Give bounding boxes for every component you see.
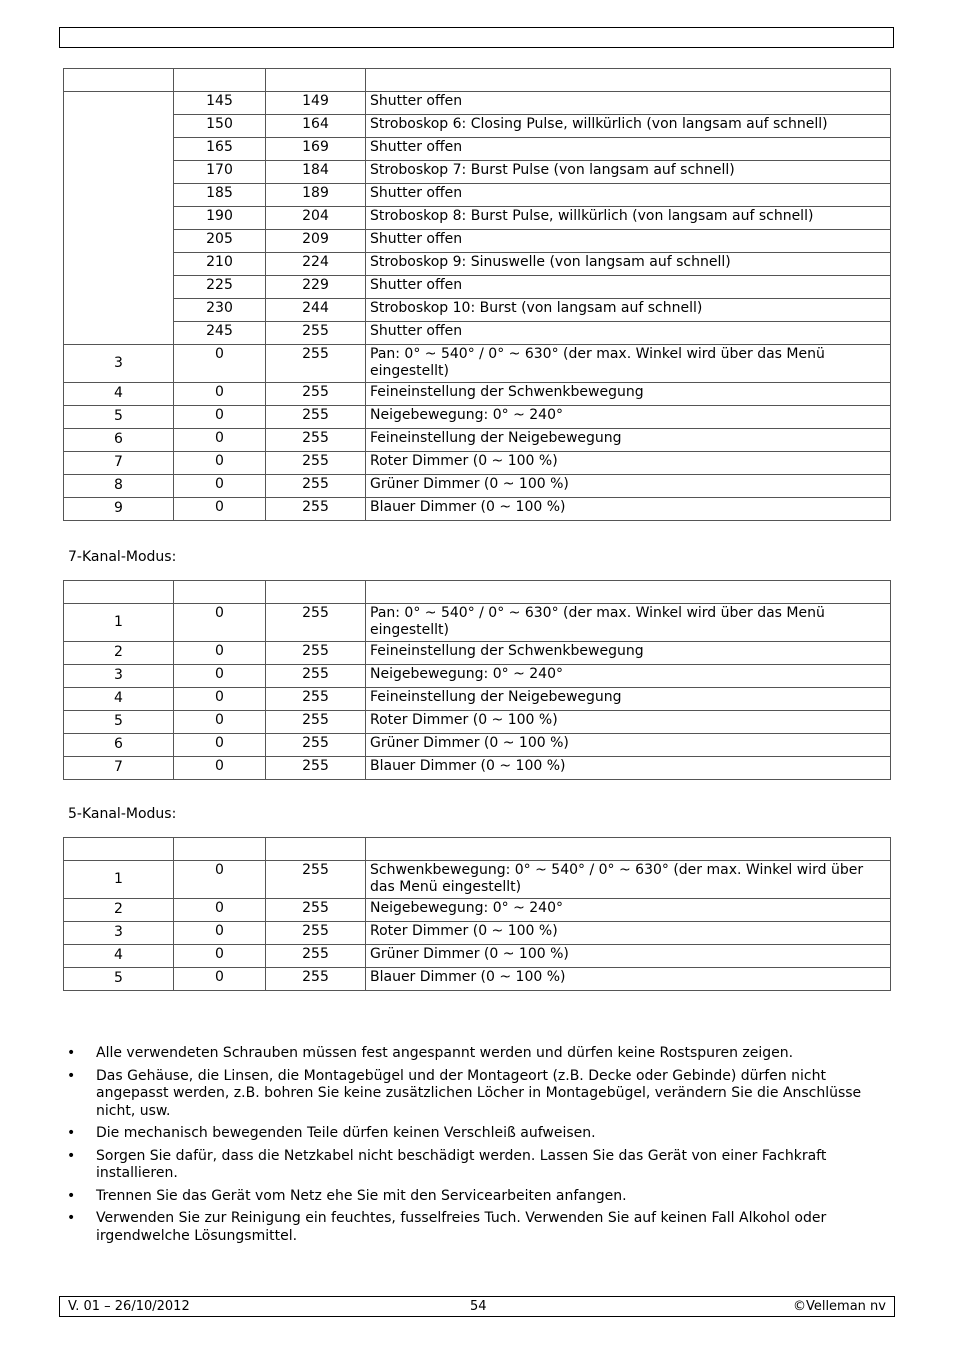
function-cell: Roter Dimmer (0 ~ 100 %) (366, 922, 891, 945)
table-row (64, 230, 891, 253)
table-row (64, 861, 891, 899)
header-cell (174, 838, 266, 861)
to-value-cell: 204 (266, 207, 366, 230)
channel-cell: 9 (64, 498, 174, 521)
function-cell: Neigebewegung: 0° ~ 240° (366, 665, 891, 688)
to-value-cell: 255 (266, 922, 366, 945)
from-value-cell: 0 (174, 922, 266, 945)
from-value-cell: 0 (174, 861, 266, 899)
dmx-table-5ch (63, 837, 891, 991)
function-cell: Blauer Dimmer (0 ~ 100 %) (366, 757, 891, 780)
bullet-icon: • (67, 1067, 76, 1084)
header-cell (366, 838, 891, 861)
table-row (64, 115, 891, 138)
function-cell: Grüner Dimmer (0 ~ 100 %) (366, 475, 891, 498)
channel-cell: 4 (64, 383, 174, 406)
from-value-cell: 0 (174, 475, 266, 498)
list-item (63, 1148, 863, 1183)
to-value-cell: 255 (266, 429, 366, 452)
from-value-cell: 0 (174, 688, 266, 711)
table-row (64, 665, 891, 688)
from-value-cell: 210 (174, 253, 266, 276)
list-item-text: Trennen Sie das Gerät vom Netz ehe Sie mit den Servicearbeiten anfangen. (96, 1187, 627, 1204)
list-item (63, 1210, 863, 1245)
to-value-cell: 255 (266, 968, 366, 991)
channel-cell: 7 (64, 452, 174, 475)
function-cell: Stroboskop 6: Closing Pulse, willkürlich (von langsam auf schnell) (366, 115, 891, 138)
from-value-cell: 0 (174, 899, 266, 922)
channel-cell: 8 (64, 475, 174, 498)
from-value-cell: 0 (174, 734, 266, 757)
channel-cell: 2 (64, 899, 174, 922)
to-value-cell: 189 (266, 184, 366, 207)
table-row (64, 452, 891, 475)
from-value-cell: 150 (174, 115, 266, 138)
table-row (64, 899, 891, 922)
to-value-cell: 244 (266, 299, 366, 322)
to-value-cell: 209 (266, 230, 366, 253)
function-cell: Roter Dimmer (0 ~ 100 %) (366, 452, 891, 475)
from-value-cell: 145 (174, 92, 266, 115)
function-cell: Schwenkbewegung: 0° ~ 540° / 0° ~ 630° (der max. Winkel wird über das Menü eingestellt) (366, 861, 891, 899)
function-cell: Shutter offen (366, 276, 891, 299)
list-item (63, 1068, 863, 1121)
function-cell: Feineinstellung der Neigebewegung (366, 688, 891, 711)
bullet-icon: • (67, 1210, 76, 1226)
header-box (59, 27, 894, 48)
channel-cell: 6 (64, 429, 174, 452)
list-item-text: Sorgen Sie dafür, dass die Netzkabel nicht beschädigt werden. Lassen Sie das Gerät von einer Fachkraft installieren. (96, 1147, 827, 1181)
channel-cell: 7 (64, 757, 174, 780)
from-value-cell: 165 (174, 138, 266, 161)
function-cell: Feineinstellung der Neigebewegung (366, 429, 891, 452)
from-value-cell: 0 (174, 711, 266, 734)
to-value-cell: 255 (266, 383, 366, 406)
header-cell (266, 69, 366, 92)
table-row (64, 138, 891, 161)
function-cell: Neigebewegung: 0° ~ 240° (366, 406, 891, 429)
channel-cell: 6 (64, 734, 174, 757)
to-value-cell: 255 (266, 345, 366, 383)
function-cell: Neigebewegung: 0° ~ 240° (366, 899, 891, 922)
function-cell: Shutter offen (366, 322, 891, 345)
list-item (63, 1125, 863, 1143)
function-cell: Stroboskop 10: Burst (von langsam auf schnell) (366, 299, 891, 322)
from-value-cell: 0 (174, 945, 266, 968)
table-row (64, 207, 891, 230)
table-row (64, 757, 891, 780)
from-value-cell: 185 (174, 184, 266, 207)
channel-cell: 5 (64, 968, 174, 991)
to-value-cell: 255 (266, 604, 366, 642)
from-value-cell: 0 (174, 429, 266, 452)
maintenance-list (63, 1045, 863, 1250)
list-item (63, 1188, 863, 1206)
to-value-cell: 255 (266, 475, 366, 498)
table-row (64, 276, 891, 299)
list-item-text: Alle verwendeten Schrauben müssen fest angespannt werden und dürfen keine Rostspuren zeigen. (96, 1045, 794, 1061)
channel-cell: 5 (64, 406, 174, 429)
table-row (64, 734, 891, 757)
to-value-cell: 255 (266, 861, 366, 899)
channel-cell: 3 (64, 922, 174, 945)
bullet-icon: • (67, 1147, 76, 1164)
from-value-cell: 0 (174, 345, 266, 383)
table-row (64, 642, 891, 665)
table-header-row (64, 838, 891, 861)
table-row (64, 253, 891, 276)
table-row (64, 945, 891, 968)
table-row (64, 922, 891, 945)
function-cell: Blauer Dimmer (0 ~ 100 %) (366, 498, 891, 521)
to-value-cell: 255 (266, 452, 366, 475)
function-cell: Pan: 0° ~ 540° / 0° ~ 630° (der max. Winkel wird über das Menü eingestellt) (366, 345, 891, 383)
to-value-cell: 255 (266, 665, 366, 688)
function-cell: Feineinstellung der Schwenkbewegung (366, 383, 891, 406)
channel-cell: 3 (64, 665, 174, 688)
from-value-cell: 0 (174, 452, 266, 475)
header-cell (64, 838, 174, 861)
function-cell: Shutter offen (366, 92, 891, 115)
bullet-icon: • (67, 1125, 76, 1141)
to-value-cell: 255 (266, 498, 366, 521)
header-cell (266, 838, 366, 861)
to-value-cell: 255 (266, 711, 366, 734)
to-value-cell: 255 (266, 642, 366, 665)
table-row (64, 406, 891, 429)
from-value-cell: 0 (174, 642, 266, 665)
from-value-cell: 230 (174, 299, 266, 322)
list-item (63, 1045, 863, 1063)
channel-cell: 4 (64, 945, 174, 968)
to-value-cell: 255 (266, 322, 366, 345)
from-value-cell: 190 (174, 207, 266, 230)
to-value-cell: 255 (266, 945, 366, 968)
function-cell: Pan: 0° ~ 540° / 0° ~ 630° (der max. Winkel wird über das Menü eingestellt) (366, 604, 891, 642)
bullet-icon: • (67, 1187, 76, 1204)
table-row (64, 711, 891, 734)
header-cell (174, 69, 266, 92)
list-item-text: Das Gehäuse, die Linsen, die Montagebügel und der Montageort (z.B. Decke oder Gebinde) dürfen nicht angepasst werden, z.B. bohren Sie keine zusätzlichen Löcher in Montagebügel, verändern Sie die Anschlüsse nicht, usw. (96, 1067, 862, 1119)
to-value-cell: 229 (266, 276, 366, 299)
function-cell: Shutter offen (366, 138, 891, 161)
bullet-icon: • (67, 1045, 76, 1061)
list-item-text: Die mechanisch bewegenden Teile dürfen keinen Verschleiß aufweisen. (96, 1125, 596, 1141)
table-header-row (64, 581, 891, 604)
from-value-cell: 0 (174, 968, 266, 991)
header-cell (366, 69, 891, 92)
function-cell: Shutter offen (366, 184, 891, 207)
dmx-table-9ch (63, 68, 891, 521)
to-value-cell: 164 (266, 115, 366, 138)
to-value-cell: 149 (266, 92, 366, 115)
from-value-cell: 0 (174, 665, 266, 688)
table-row (64, 604, 891, 642)
channel-cell (64, 92, 174, 345)
channel-cell: 2 (64, 642, 174, 665)
from-value-cell: 225 (174, 276, 266, 299)
table-header-row (64, 69, 891, 92)
table-row (64, 475, 891, 498)
table-row (64, 968, 891, 991)
footer-page-number: 54 (470, 1299, 487, 1314)
from-value-cell: 245 (174, 322, 266, 345)
channel-cell: 3 (64, 345, 174, 383)
function-cell: Blauer Dimmer (0 ~ 100 %) (366, 968, 891, 991)
header-cell (64, 581, 174, 604)
to-value-cell: 184 (266, 161, 366, 184)
channel-cell: 1 (64, 604, 174, 642)
header-cell (266, 581, 366, 604)
footer-version: V. 01 – 26/10/2012 (68, 1299, 190, 1314)
header-cell (174, 581, 266, 604)
function-cell: Grüner Dimmer (0 ~ 100 %) (366, 734, 891, 757)
table-row (64, 383, 891, 406)
to-value-cell: 224 (266, 253, 366, 276)
header-cell (64, 69, 174, 92)
function-cell: Stroboskop 9: Sinuswelle (von langsam auf schnell) (366, 253, 891, 276)
table-row (64, 161, 891, 184)
dmx-table-7ch (63, 580, 891, 780)
from-value-cell: 0 (174, 406, 266, 429)
to-value-cell: 255 (266, 899, 366, 922)
from-value-cell: 0 (174, 383, 266, 406)
list-item-text: Verwenden Sie zur Reinigung ein feuchtes, fusselfreies Tuch. Verwenden Sie auf keinen Fall Alkohol oder irgendwelche Lösungsmittel. (96, 1210, 827, 1244)
function-cell: Grüner Dimmer (0 ~ 100 %) (366, 945, 891, 968)
table-row (64, 92, 891, 115)
function-cell: Stroboskop 8: Burst Pulse, willkürlich (von langsam auf schnell) (366, 207, 891, 230)
function-cell: Shutter offen (366, 230, 891, 253)
table-row (64, 688, 891, 711)
from-value-cell: 170 (174, 161, 266, 184)
from-value-cell: 205 (174, 230, 266, 253)
footer-copyright: ©Velleman nv (792, 1299, 886, 1314)
from-value-cell: 0 (174, 757, 266, 780)
function-cell: Roter Dimmer (0 ~ 100 %) (366, 711, 891, 734)
channel-cell: 1 (64, 861, 174, 899)
table-row (64, 429, 891, 452)
to-value-cell: 255 (266, 406, 366, 429)
page-footer (59, 1296, 895, 1317)
table-row (64, 345, 891, 383)
from-value-cell: 0 (174, 604, 266, 642)
to-value-cell: 169 (266, 138, 366, 161)
to-value-cell: 255 (266, 734, 366, 757)
channel-cell: 4 (64, 688, 174, 711)
header-cell (366, 581, 891, 604)
to-value-cell: 255 (266, 688, 366, 711)
function-cell: Feineinstellung der Schwenkbewegung (366, 642, 891, 665)
function-cell: Stroboskop 7: Burst Pulse (von langsam auf schnell) (366, 161, 891, 184)
table-row (64, 322, 891, 345)
to-value-cell: 255 (266, 757, 366, 780)
channel-cell: 5 (64, 711, 174, 734)
table-row (64, 184, 891, 207)
table-row (64, 498, 891, 521)
mode5-label: 5-Kanal-Modus: (68, 806, 177, 822)
table-row (64, 299, 891, 322)
from-value-cell: 0 (174, 498, 266, 521)
mode7-label: 7-Kanal-Modus: (68, 549, 177, 565)
